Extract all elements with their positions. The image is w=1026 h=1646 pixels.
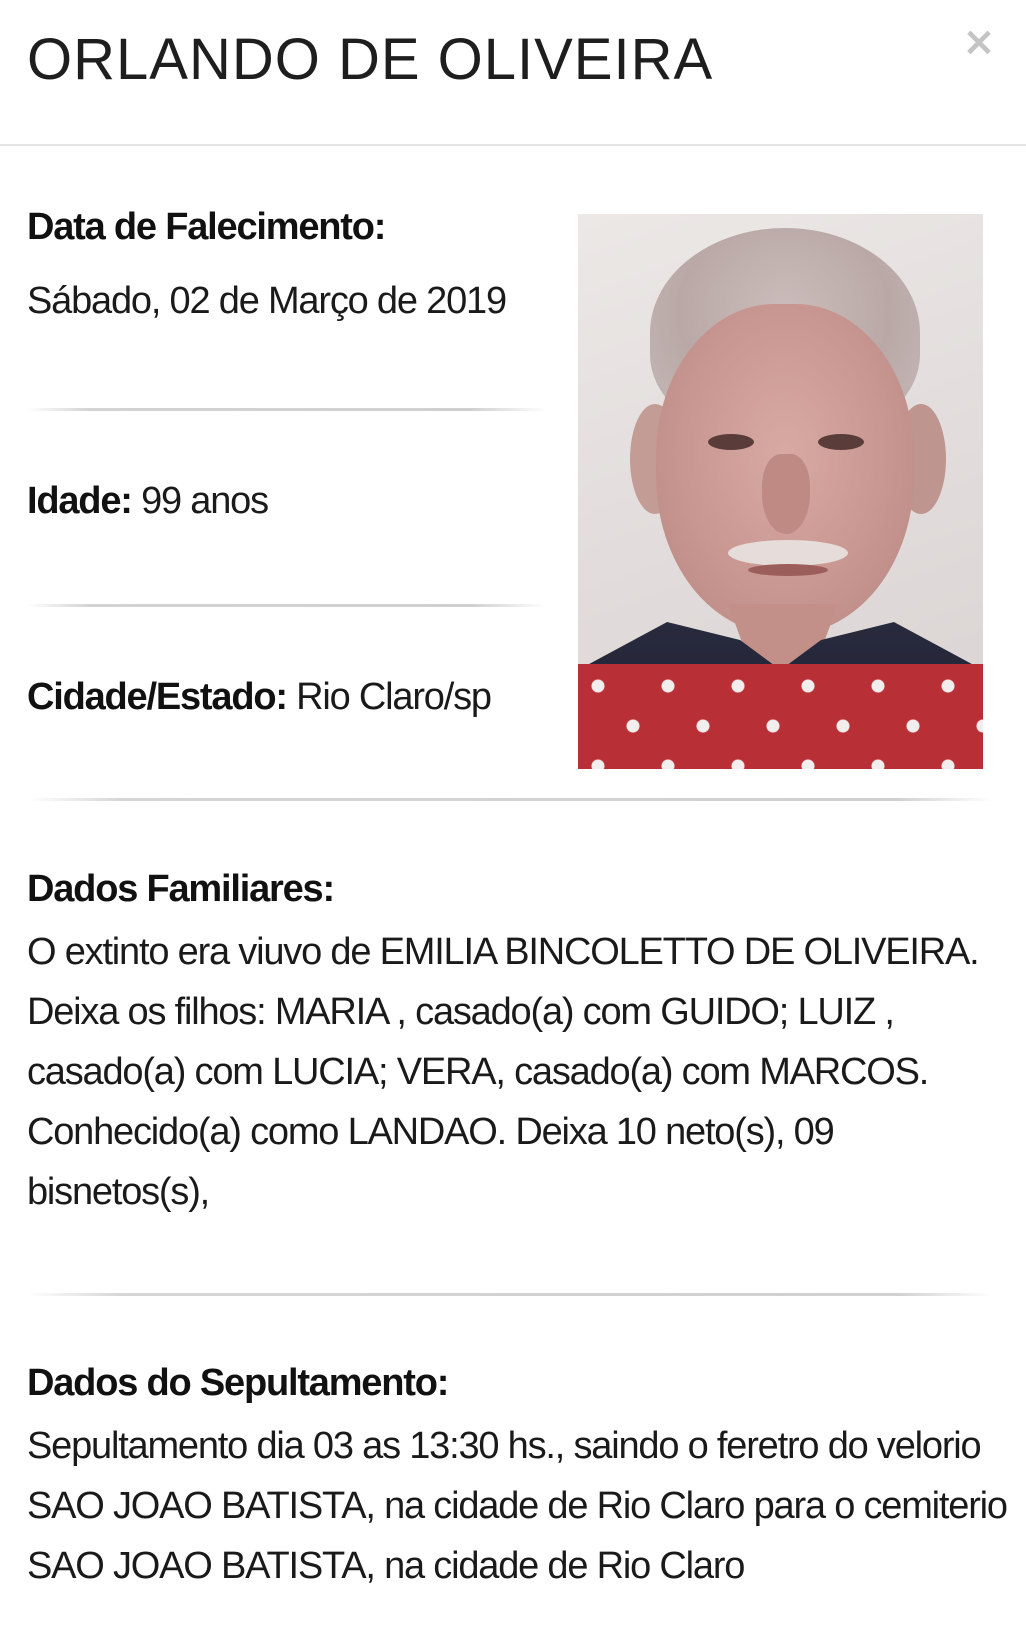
divider <box>27 408 547 411</box>
modal-header <box>0 0 1026 146</box>
death-date-value: Sábado, 02 de Março de 2019 <box>27 280 506 322</box>
deceased-photo <box>578 214 983 769</box>
photo-nose <box>762 454 810 534</box>
divider <box>27 604 547 607</box>
death-date-label: Data de Falecimento: <box>27 206 386 248</box>
family-section-label: Dados Familiares: <box>27 868 334 910</box>
city-value: Rio Claro/sp <box>286 676 491 718</box>
burial-section-label: Dados do Sepultamento: <box>27 1362 449 1404</box>
photo-mouth <box>748 564 828 576</box>
photo-shirt <box>578 664 983 769</box>
photo-eye-right <box>818 434 864 450</box>
age-field <box>27 480 268 523</box>
family-section-text: O extinto era viuvo de EMILIA BINCOLETTO DE OLIVEIRA. Deixa os filhos: MARIA , casado(a) com GUIDO; LUIZ , casado(a) com LUCIA; VERA, casado(a) com MARCOS. Conhecido(a) como LANDAO. Deixa 10 neto(s), 09 bisnetos(s), <box>27 931 979 1213</box>
photo-mustache <box>728 540 848 566</box>
photo-eye-left <box>708 434 754 450</box>
close-button[interactable]: × <box>958 18 1000 66</box>
page-title: ORLANDO DE OLIVEIRA <box>27 27 714 92</box>
city-field <box>27 676 491 719</box>
age-label: Idade: <box>27 480 132 522</box>
divider <box>27 1293 992 1296</box>
age-value: 99 anos <box>131 480 268 522</box>
burial-section-text: Sepultamento dia 03 as 13:30 hs., saindo o feretro do velorio SAO JOAO BATISTA, na cidade de Rio Claro para o cemiterio SAO JOAO BATISTA, na cidade de Rio Claro <box>27 1425 1007 1587</box>
divider <box>27 798 992 801</box>
city-label: Cidade/Estado: <box>27 676 287 718</box>
